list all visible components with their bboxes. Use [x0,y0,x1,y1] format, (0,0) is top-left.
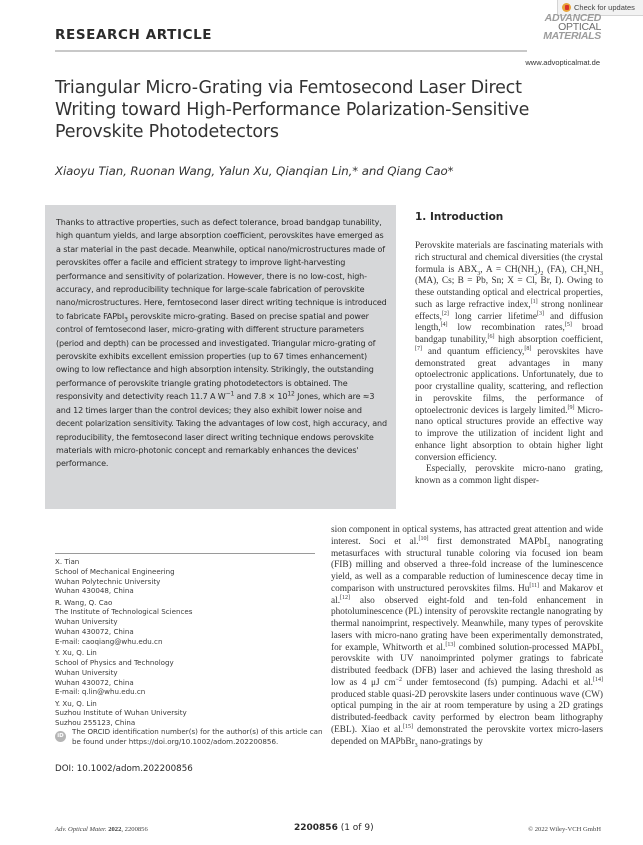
citation-superscript[interactable]: [11] [529,582,540,589]
affiliation-line: School of Physics and Technology [55,657,174,667]
text-run: nanograting metasurfaces with structural tunable coloring via focused ion beam (FIB) milling and observed a three-fold increase of the luminescence yield, as well as a comparable reduction of luminescence decay time in comparison with unstructured perovskites films. Hu [331,536,603,594]
affiliation-block [55,699,320,728]
citation-superscript[interactable]: [15] [402,723,413,730]
page-of: (1 of 9) [337,823,374,833]
text-run: broad bandgap tunability, [415,323,603,345]
citation-superscript[interactable]: [3] [536,310,544,317]
citation-superscript[interactable]: [1] [530,298,538,305]
subscript: 3 [124,316,128,324]
text-run: strong nonlinear effects, [415,299,603,322]
introduction-paragraph-1 [415,241,603,488]
text-run: low recombination rates, [447,323,565,334]
affiliation-block [55,648,320,697]
affiliation-line: Wuhan 430072, China [55,677,134,687]
subscript: 3 [477,270,481,277]
author-list: Xiaoyu Tian, Ruonan Wang, Yalun Xu, Qianqian Lin,* and Qiang Cao* [55,164,454,178]
text-run: , A = CH(NH [480,264,535,275]
journal-url-link[interactable]: www.advopticalmat.de [525,58,600,67]
text-run: (FA), CH [543,264,584,275]
paragraph-start: Especially, perovskite micro-nano grating, known as a common light disper- [415,464,603,486]
citation-superscript[interactable]: [6] [487,333,495,340]
citation-superscript[interactable]: [7] [415,345,422,352]
email-link[interactable]: E-mail: caoqiang@whu.edu.cn [55,636,163,646]
affiliation-line: School of Mechanical Engineering [55,566,175,576]
citation-superscript[interactable]: [5] [564,322,572,329]
text-run: and Makarov et al. [331,583,604,606]
copyright: © 2022 Wiley-VCH GmbH [528,826,601,833]
introduction-paragraph-2 [331,525,603,748]
citation-superscript[interactable]: [13] [445,641,456,648]
orcid-text[interactable]: The ORCID identification number(s) for the author(s) of this article can be found under https://doi.org/10.1002/adom.202200856. [72,727,323,746]
journal-abbrev: Adv. Optical Mater. [55,826,107,833]
citation-superscript[interactable]: [9] [567,404,575,411]
affiliation-line: R. Wang, Q. Cao [55,597,113,607]
affiliation-line: Wuhan 430048, China [55,586,134,596]
abstract-text-part: and 7.8 × 10 [234,392,288,402]
email-link[interactable]: E-mail: q.lin@whu.edu.cn [55,687,146,697]
text-run: first demonstrated MAPbI [428,536,548,547]
text-run: perovskites have demonstrated great advantages in many optoelectronic applications. Unfortunately, due to poor crystalline quality, scattering, and reflection in perovskite films, the performance of optoelectronic devices is largely limited. [415,346,603,416]
citation-superscript[interactable]: [8] [524,345,532,352]
abstract-text-part: perovskite micro-grating. Based on precise spatial and power control of femtosecond laser, micro-grating with different structure parameters (period and depth) can be processed and investigated. Triangular micro-grating of perovskite exhibits excellent emission properties (up to 67 times enhancement) owing to low reflectance and high absorption intensity. Strikingly, the outstanding performance of perovskite triangle grating photodetectors is obtained. The responsivity and detectivity reach 11.7 A W [56,311,376,402]
abstract-text-part: Thanks to attractive properties, such as defect tolerance, broad bandgap tunability, high quantum yields, and large absorption coefficient, perovskites have emerged as a star material in the past decade. Meanwhile, optical nano/microstructures made of perovskites offer a facile and efficient strategy to improve light-harvesting performance and sensitivity of polarization. However, there is no low-cost, high-accuracy, and reproducibility technique for large-scale fabrication of perovskite nano/microstructures. Here, femtosecond laser direct writing technique is introduced to fabricate FAPbI [56,218,387,321]
text-run: (MA), Cs; B = Pb, Sn; X = Cl, Br, I). Owing to these outstanding optical and electrical properties, such as large refractive index, [415,276,603,310]
affiliation-line: Wuhan University [55,667,118,677]
affiliation-divider [55,553,315,554]
abstract-text [56,216,387,471]
citation-superscript[interactable]: [14] [592,676,603,683]
affiliation-line: Y. Xu, Q. Lin [55,698,97,708]
text-run: long carrier lifetime [448,311,537,322]
page-number [294,823,374,833]
affiliation-line: Suzhou Institute of Wuhan University [55,708,187,718]
subscript: 3 [547,542,551,549]
text-run: perovskite with UV nanoimprinted polymer gratings to fabricate distributed feedback (DFB) laser and achieved the lasing threshold as low as 4 μJ cm [331,654,603,688]
affiliation-line: Wuhan 430072, China [55,627,134,637]
text-run: also observed eight-fold and ten-fold enhancement in photoluminescence (PL) intensity of perovskite rectangle nanograting by thermal nanoimprint, respectively. Meanwhile, many types of perovskite lasers with micro-nano grating have been experimentally demonstrated, for example, Whitworth et al. [331,595,603,653]
text-run: ) [537,264,541,275]
logo-line-advanced: ADVANCED [544,12,601,24]
check-for-updates-label: Check for updates [574,3,635,12]
text-run: Perovskite materials are fascinating materials with rich structural and chemical diversities (the crystal formula is ABX [415,241,603,275]
paragraph [331,525,603,748]
text-run: demonstrated the perovskite vortex micro-lasers depended on MAPbBr [331,724,603,747]
orcid-icon: iD [55,731,66,742]
abstract-text-part: Jones, which are ≈3 and 12 times larger than the control devices; they also exhibit lower noise and decent polarization sensitivity. Taking the advantages of low cost, high accuracy, and reproducibility, the femtosecond laser direct writing technique endows perovskite materials with micro-photonic concept and remarkably enhances the devices' performance. [56,392,387,469]
page-article-number: 2200856 [294,823,338,833]
footer-citation [55,826,148,833]
text-run: Micro-nano optical structures provide an effective way to improve the utilization of incident light and enhance light absorption to obtain higher light conversion efficiency. [415,405,604,463]
affiliation-line: Y. Xu, Q. Lin [55,648,97,658]
citation-superscript[interactable]: [12] [340,594,351,601]
text-run: nano-gratings by [417,736,483,747]
text-run: high absorption coefficient, [494,335,603,345]
affiliation-line: Suzhou 255123, China [55,718,136,728]
journal-logo [529,14,601,41]
subscript: 3 [600,270,603,277]
subscript: 3 [414,742,418,749]
logo-line-materials: MATERIALS [543,30,601,42]
orcid-note [55,727,325,747]
text-run: produced stable quasi-2D perovskite lasers under continuous wave (CW) optical pumping in the air at room temperature by using a 2D gratings distributed-feedback cavity performed by electron beam lithography (EBL). Xiao et al. [331,689,603,735]
section-heading-introduction: 1. Introduction [415,211,504,223]
paragraph [415,241,603,464]
article-title: Triangular Micro-Grating via Femtosecond Laser Direct Writing toward High-Performance Polarization-Sensitive Perovskite Photodetectors [55,78,530,142]
logo-line-optical: OPTICAL [558,21,601,33]
text-run: sion component in optical systems, has attracted great attention and wide interest. Soci et al. [331,525,603,547]
affiliation-block [55,557,320,596]
bookmark-icon [562,3,571,12]
superscript: −1 [225,390,235,398]
article-type-label: RESEARCH ARTICLE [55,27,213,43]
citation-superscript: −2 [395,676,402,683]
footer-year: 2022 [108,826,122,833]
affiliations [55,557,320,730]
text-run: NH [586,264,600,275]
text-run: and diffusion length, [415,311,603,334]
header-divider [55,50,527,52]
subscript: 2 [534,270,538,277]
doi-link[interactable]: DOI: 10.1002/adom.202200856 [55,764,193,774]
affiliation-line: X. Tian [55,557,80,566]
citation-superscript[interactable]: [4] [440,322,448,329]
superscript: 12 [287,390,295,398]
affiliation-line: The Institute of Technological Sciences [55,607,193,617]
citation-superscript[interactable]: [10] [418,535,429,542]
text-run: and quantum efficiency, [422,346,525,357]
subscript: 3 [600,648,603,655]
affiliation-block [55,598,320,647]
footer-article-number: , 2200856 [121,826,148,833]
subscript: 3 [583,270,587,277]
citation-superscript[interactable]: [2] [441,310,449,317]
abstract-box [45,205,396,509]
subscript: 2 [540,270,544,277]
text-run: combined solution-processed MAPbI [455,642,600,653]
text-run: under femtosecond (fs) pumping. Adachi et al. [401,677,593,688]
affiliation-line: Wuhan University [55,617,118,627]
affiliation-line: Wuhan Polytechnic University [55,576,161,586]
